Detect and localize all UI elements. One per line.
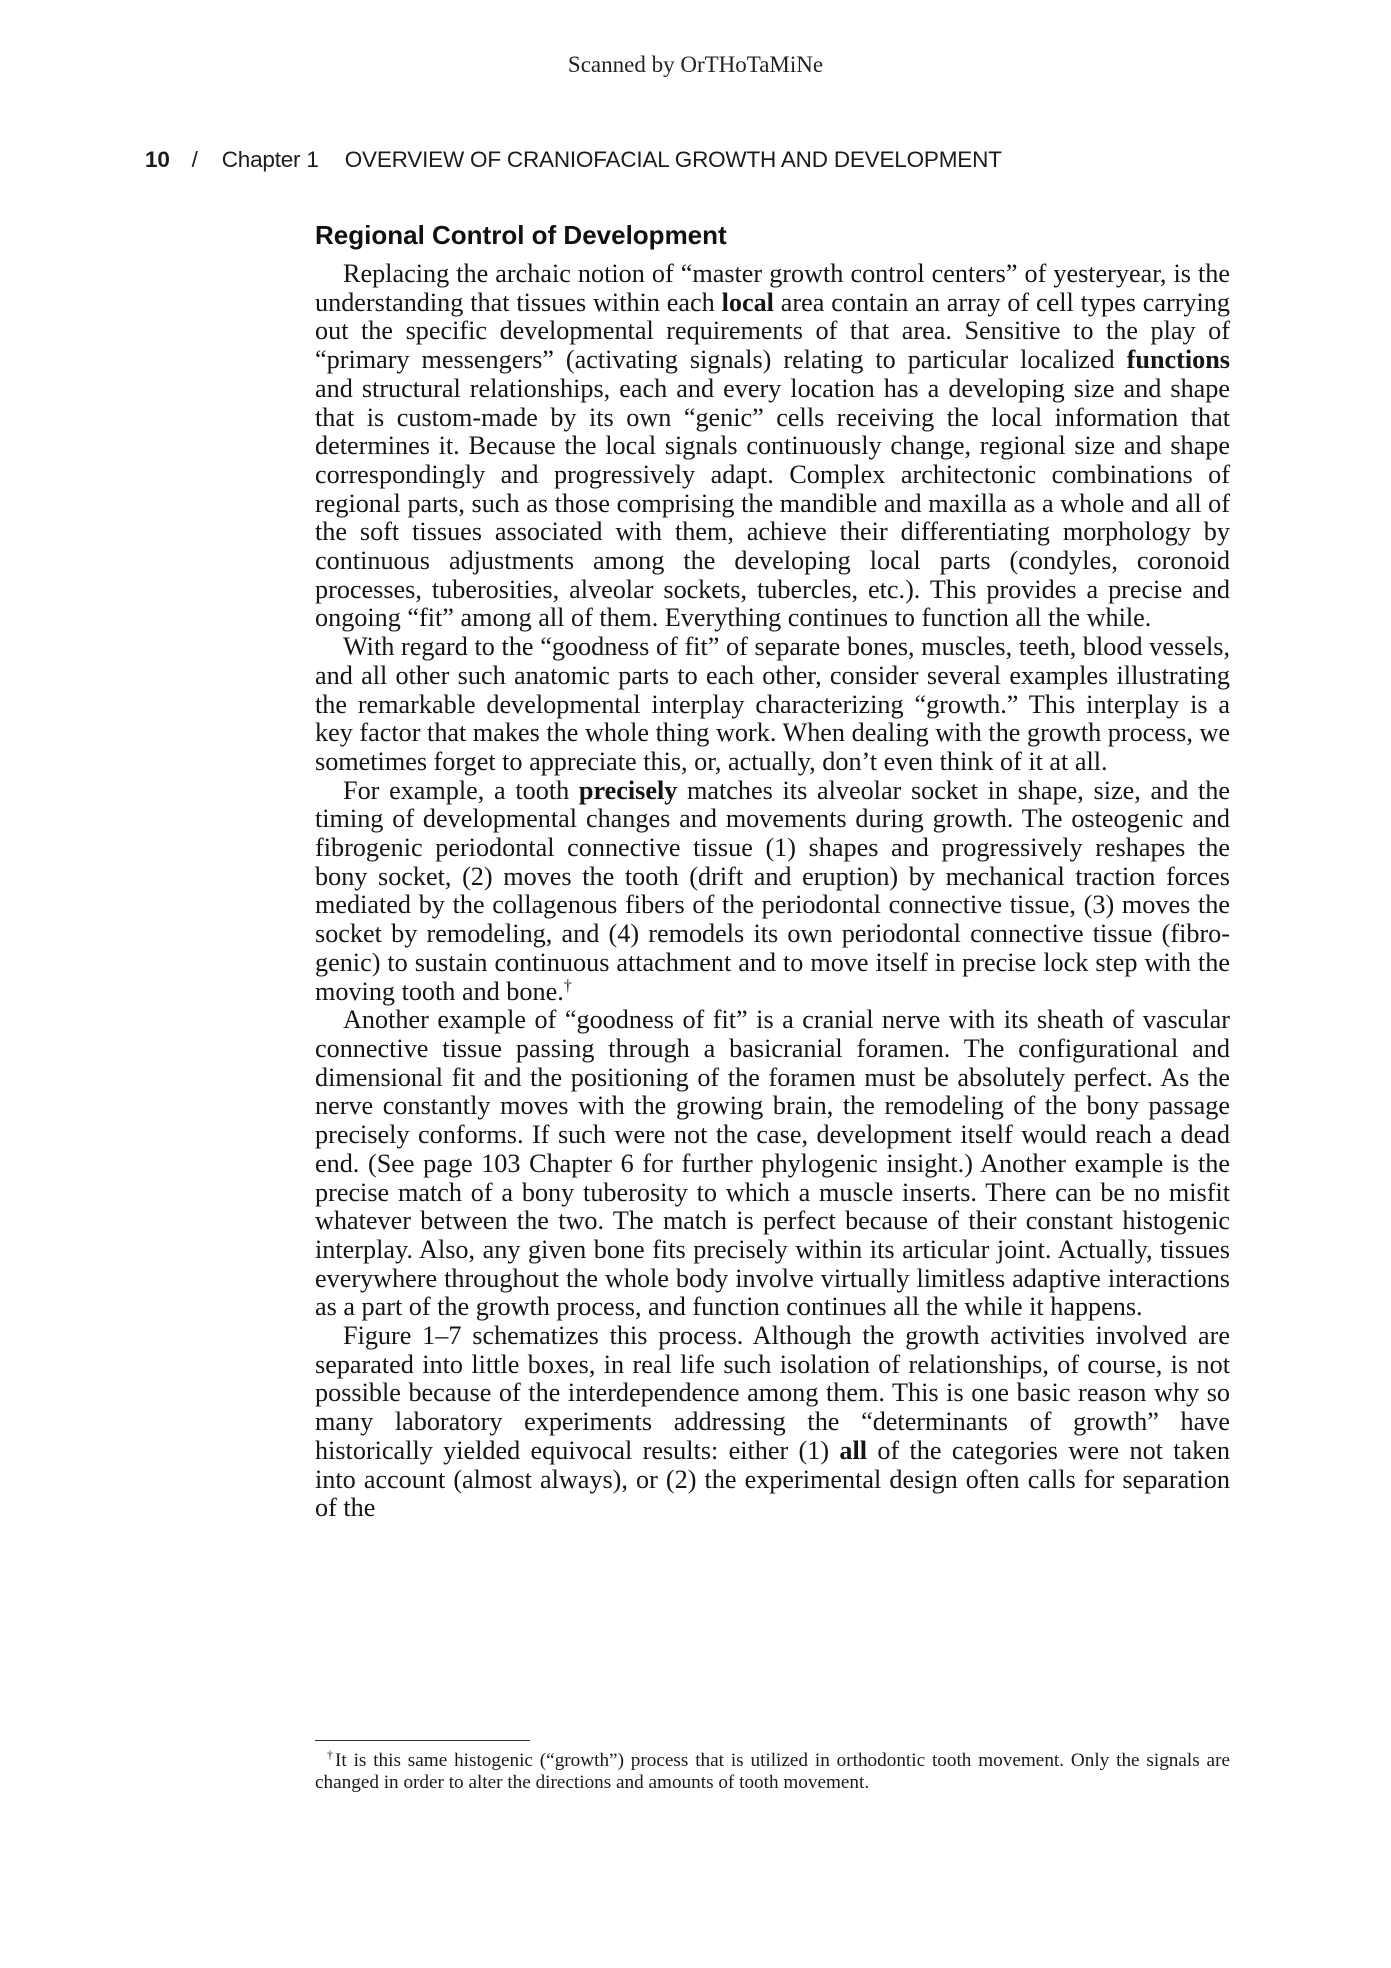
paragraph-text: Replacing the archaic notion of “master growth control centers” of yesteryear, is the understanding that tissues within each	[315, 259, 1230, 317]
paragraph-text: For example, a tooth	[343, 775, 579, 805]
paragraph-text: and structural relationships, each and every location has a developing size and shape that is custom-made by its own “genic” cells receiving the local information that determines it. Because the local signals continuously change, regional size and shape correspondingly and progressively adapt. Complex architectonic combinations of regional parts, such as those comprising the mandible and maxilla as a whole and all of the soft tissues associated with them, achieve their differentiating morphology by continuous adjustments among the developing local parts (condyles, coronoid processes, tuberosities, alveolar sockets, tubercles, etc.). This provides a precise and ongoing “fit” among all of them. Everything continues to function all the while.	[315, 373, 1230, 633]
emphasis-text: local	[721, 287, 774, 317]
paragraph-1	[315, 260, 1230, 633]
footnote-marker: †	[563, 975, 572, 994]
footnote	[315, 1747, 1230, 1794]
paragraph-3	[315, 777, 1230, 1007]
emphasis-text: all	[839, 1435, 868, 1465]
chapter-label: Chapter 1	[221, 147, 319, 172]
running-header	[145, 147, 1311, 173]
emphasis-text: functions	[1126, 345, 1230, 375]
paragraph-text: of the categories were not taken into account (almost always), or (2) the experimental design often calls for separation of the	[315, 1435, 1230, 1523]
chapter-title: OVERVIEW OF CRANIOFACIAL GROWTH AND DEVELOPMENT	[344, 147, 1002, 172]
footnote-paragraph	[315, 1747, 1230, 1794]
paragraph-4: Another example of “goodness of fit” is a cranial nerve with its sheath of vascular connective tissue passing through a basicranial foramen. The configurational and dimensional fit and the positioning of the foramen must be absolutely perfect. As the nerve constantly moves with the growing brain, the remodeling of the bony passage precisely conforms. If such were not the case, development itself would reach a dead end. (See page 103 Chapter 6 for further phylogenic insight.) Another example is the precise match of a bony tuberosity to which a muscle inserts. There can be no misfit whatever between the two. The match is perfect because of their constant histogenic interplay. Also, any given bone fits precisely within its articular joint. Actually, tissues everywhere throughout the whole body involve virtually limitless adaptive interactions as a part of the growth process, and function continues all the while it happens.	[315, 1005, 1230, 1322]
paragraph-5	[315, 1322, 1230, 1523]
paragraph-text: matches its alveolar socket in shape, size, and the timing of developmental changes and movements during growth. The osteogenic and fibrogenic periodontal connective tissue (1) shapes and progressively reshapes the bony socket, (2) moves the tooth (drift and eruption) by mechanical traction forces mediated by the collagenous fibers of the periodontal connective tissue, (3) moves the socket by remodeling, and (4) remodels its own periodontal connective tissue (fibrogenic) to sustain continuous attachment and to move itself in precise lock step with the moving tooth and bone.	[315, 775, 1230, 1006]
paragraph-text: Figure 1–7 schematizes this process. Although the growth activities involved are separated into little boxes, in real life such isolation of relationships, of course, is not possible because of the interdependence among them. This is one basic reason why so many laboratory experiments addressing the “determinants of growth” have historically yielded equivocal results: either (1)	[315, 1321, 1230, 1465]
scan-watermark-text: Scanned by OrTHoTaMiNe	[567, 52, 824, 77]
footnote-text: It is this same histogenic (“growth”) process that is utilized in orthodontic tooth movement. Only the signals are changed in order to alter the directions and amounts of tooth movement.	[315, 1750, 1230, 1793]
page-number: 10	[145, 147, 170, 172]
emphasis-text: precisely	[578, 775, 678, 805]
section-heading: Regional Control of Development	[315, 220, 727, 250]
body-text	[315, 260, 1230, 1523]
paragraph-text: area contain an array of cell types carrying out the specific developmental requirements of that area. Sensitive to the play of “primary messengers” (activating signals) relating to particular localized	[315, 287, 1230, 375]
paragraph-2: With regard to the “goodness of fit” of separate bones, muscles, teeth, blood vessels, and all other such anatomic parts to each other, consider several examples illustrating the remarkable developmental interplay characterizing “growth.” This interplay is a key factor that makes the whole thing work. When dealing with the growth process, we sometimes forget to appreciate this, or, actually, don’t even think of it at all.	[315, 632, 1230, 776]
footnote-divider	[315, 1740, 530, 1741]
header-separator: /	[191, 147, 198, 172]
footnote-marker: †	[327, 1747, 335, 1762]
